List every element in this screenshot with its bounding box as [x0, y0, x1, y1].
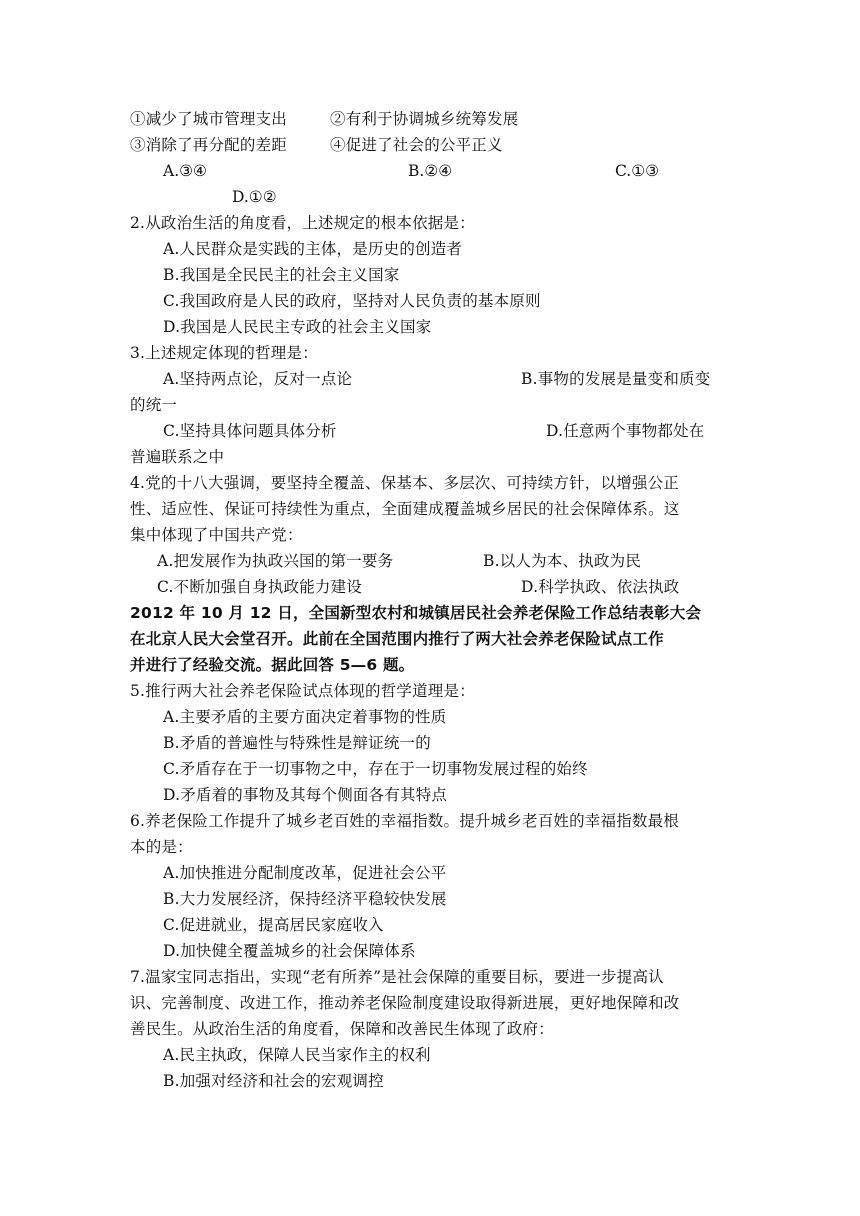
q2-option-a: A.人民群众是实践的主体，是历史的创造者	[163, 240, 463, 258]
q6-option-c: C.促进就业，提高居民家庭收入	[163, 916, 384, 934]
q1-statement-3: ③消除了再分配的差距	[130, 136, 288, 154]
q3-option-d: D.任意两个事物都处在	[546, 422, 705, 440]
q4-option-c: C.不断加强自身执政能力建设	[157, 578, 363, 596]
q5-option-a: A.主要矛盾的主要方面决定着事物的性质	[163, 708, 447, 726]
material-line-2: 在北京人民大会堂召开。此前在全国范围内推行了两大社会养老保险试点工作	[130, 630, 664, 648]
q7-stem-line-2: 识、完善制度、改进工作，推动养老保险制度建设取得新进展，更好地保障和改	[130, 994, 680, 1012]
q1-option-c: C.①③	[615, 162, 660, 180]
q3-option-b: B.事物的发展是量变和质变	[521, 370, 711, 388]
q3-option-d-cont: 普遍联系之中	[130, 448, 225, 466]
q3-option-c: C.坚持具体问题具体分析	[163, 422, 337, 440]
q7-option-b: B.加强对经济和社会的宏观调控	[163, 1072, 384, 1090]
q4-option-a: A.把发展作为执政兴国的第一要务	[157, 552, 394, 570]
q4-stem-line-1: 4.党的十八大强调，要坚持全覆盖、保基本、多层次、可持续方针，以增强公正	[130, 474, 679, 492]
q3-option-b-cont: 的统一	[130, 396, 178, 414]
q6-option-b: B.大力发展经济，保持经济平稳较快发展	[163, 890, 447, 908]
q1-option-d: D.①②	[232, 188, 277, 206]
q5-stem: 5.推行两大社会养老保险试点体现的哲学道理是：	[130, 682, 475, 700]
q1-option-b: B.②④	[408, 162, 453, 180]
q2-stem: 2.从政治生活的角度看，上述规定的根本依据是：	[130, 214, 475, 232]
q4-stem-line-3: 集中体现了中国共产党：	[130, 526, 303, 544]
q1-statement-4: ④促进了社会的公平正义	[330, 136, 503, 154]
q3-stem: 3.上述规定体现的哲理是：	[130, 344, 318, 362]
q6-option-a: A.加快推进分配制度改革，促进社会公平	[163, 864, 447, 882]
q7-stem-line-1: 7.温家宝同志指出，实现“老有所养”是社会保障的重要目标，要进一步提高认	[130, 968, 664, 986]
q6-stem-line-2: 本的是：	[130, 838, 193, 856]
q6-stem-line-1: 6.养老保险工作提升了城乡老百姓的幸福指数。提升城乡老百姓的幸福指数最根	[130, 812, 679, 830]
q1-statement-1: ①减少了城市管理支出	[130, 110, 288, 128]
q4-option-d: D.科学执政、依法执政	[521, 578, 680, 596]
q3-option-a: A.坚持两点论，反对一点论	[163, 370, 353, 388]
material-line-1: 2012 年 10 月 12 日，全国新型农村和城镇居民社会养老保险工作总结表彰大会	[130, 604, 702, 622]
q7-option-a: A.民主执政，保障人民当家作主的权利	[163, 1046, 431, 1064]
q2-option-c: C.我国政府是人民的政府，坚持对人民负责的基本原则	[163, 292, 541, 310]
q1-statement-2: ②有利于协调城乡统筹发展	[330, 110, 519, 128]
q2-option-d: D.我国是人民民主专政的社会主义国家	[163, 318, 432, 336]
q6-option-d: D.加快健全覆盖城乡的社会保障体系	[163, 942, 416, 960]
q5-option-c: C.矛盾存在于一切事物之中，存在于一切事物发展过程的始终	[163, 760, 588, 778]
q2-option-b: B.我国是全民民主的社会主义国家	[163, 266, 400, 284]
material-line-3: 并进行了经验交流。据此回答 5—6 题。	[130, 656, 415, 674]
q1-option-a: A.③④	[163, 162, 207, 180]
q4-stem-line-2: 性、适应性、保证可持续性为重点，全面建成覆盖城乡居民的社会保障体系。这	[130, 500, 680, 518]
q4-option-b: B.以人为本、执政为民	[483, 552, 642, 570]
q7-stem-line-3: 善民生。从政治生活的角度看，保障和改善民生体现了政府：	[130, 1020, 554, 1038]
q5-option-b: B.矛盾的普遍性与特殊性是辩证统一的	[163, 734, 431, 752]
q5-option-d: D.矛盾着的事物及其每个侧面各有其特点	[163, 786, 448, 804]
